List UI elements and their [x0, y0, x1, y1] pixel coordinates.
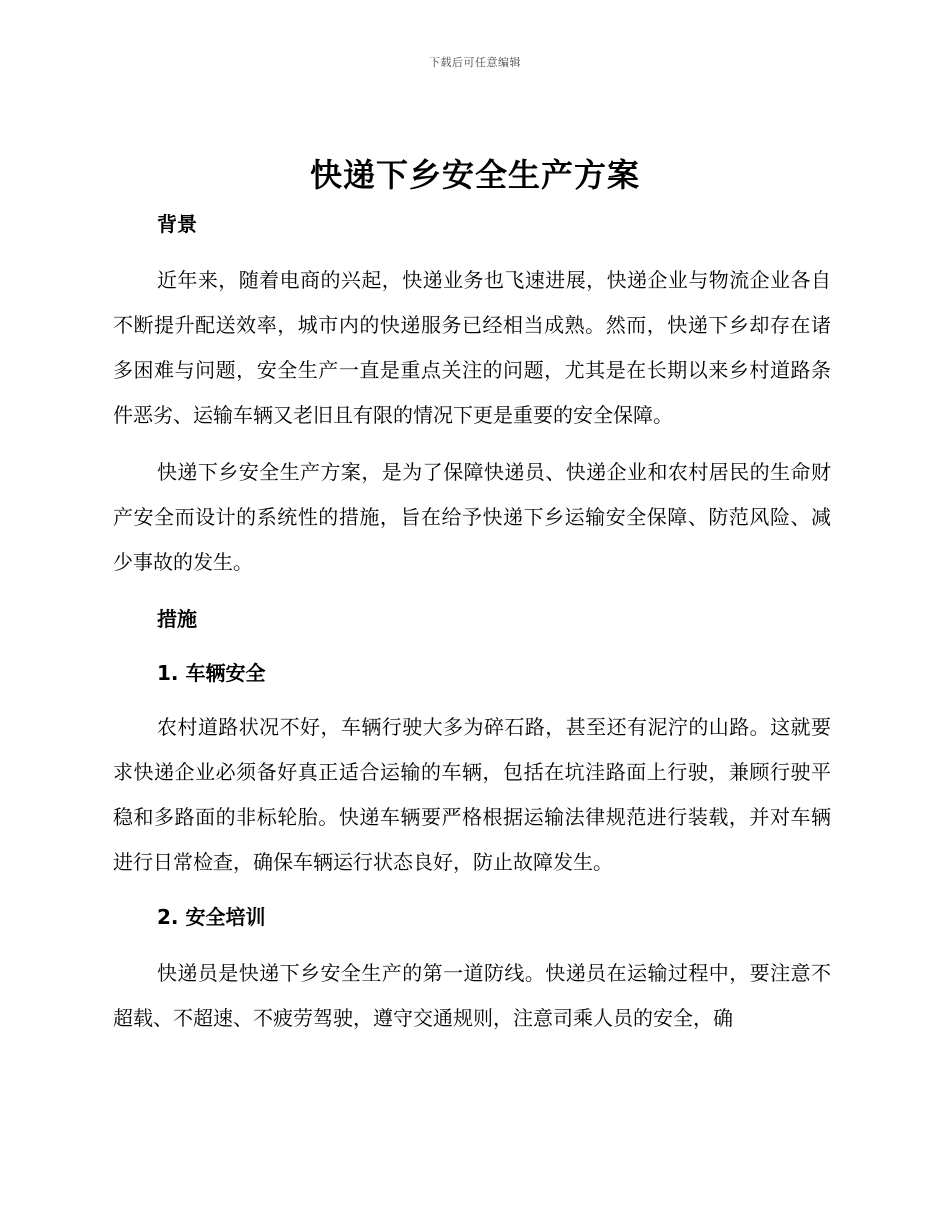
background-paragraph-2: 快递下乡安全生产方案，是为了保障快递员、快递企业和农村居民的生命财产安全而设计的系统性的措施，旨在给予快递下乡运输安全保障、防范风险、减少事故的发生。 — [113, 460, 831, 574]
document-body — [113, 202, 831, 1041]
vehicle-safety-paragraph: 农村道路状况不好，车辆行驶大多为碎石路，甚至还有泥泞的山路。这就要求快递企业必须备好真正适合运输的车辆，包括在坑洼路面上行驶，兼顾行驶平稳和多路面的非标轮胎。快递车辆要严格根据运输法律规范进行装载，并对车辆进行日常检查，确保车辆运行状态良好，防止故障发生。 — [113, 715, 831, 874]
subheading-vehicle-safety: 1. 车辆安全 — [157, 661, 266, 685]
subheading-safety-training: 2. 安全培训 — [157, 905, 266, 929]
document-title: 快递下乡安全生产方案 — [309, 156, 640, 194]
background-paragraph-1: 近年来，随着电商的兴起，快递业务也飞速进展，快递企业与物流企业各自不断提升配送效率，城市内的快递服务已经相当成熟。然而，快递下乡却存在诸多困难与问题，安全生产一直是重点关注的问题，尤其是在长期以来乡村道路条件恶劣、运输车辆又老旧且有限的情况下更是重要的安全保障。 — [113, 268, 831, 427]
page-header-note: 下载后可任意编辑 — [429, 56, 521, 69]
section-heading-background: 背景 — [157, 212, 197, 236]
section-heading-measures: 措施 — [157, 607, 197, 631]
safety-training-paragraph: 快递员是快递下乡安全生产的第一道防线。快递员在运输过程中，要注意不超载、不超速、不疲劳驾驶，遵守交通规则，注意司乘人员的安全，确 — [113, 961, 831, 1030]
